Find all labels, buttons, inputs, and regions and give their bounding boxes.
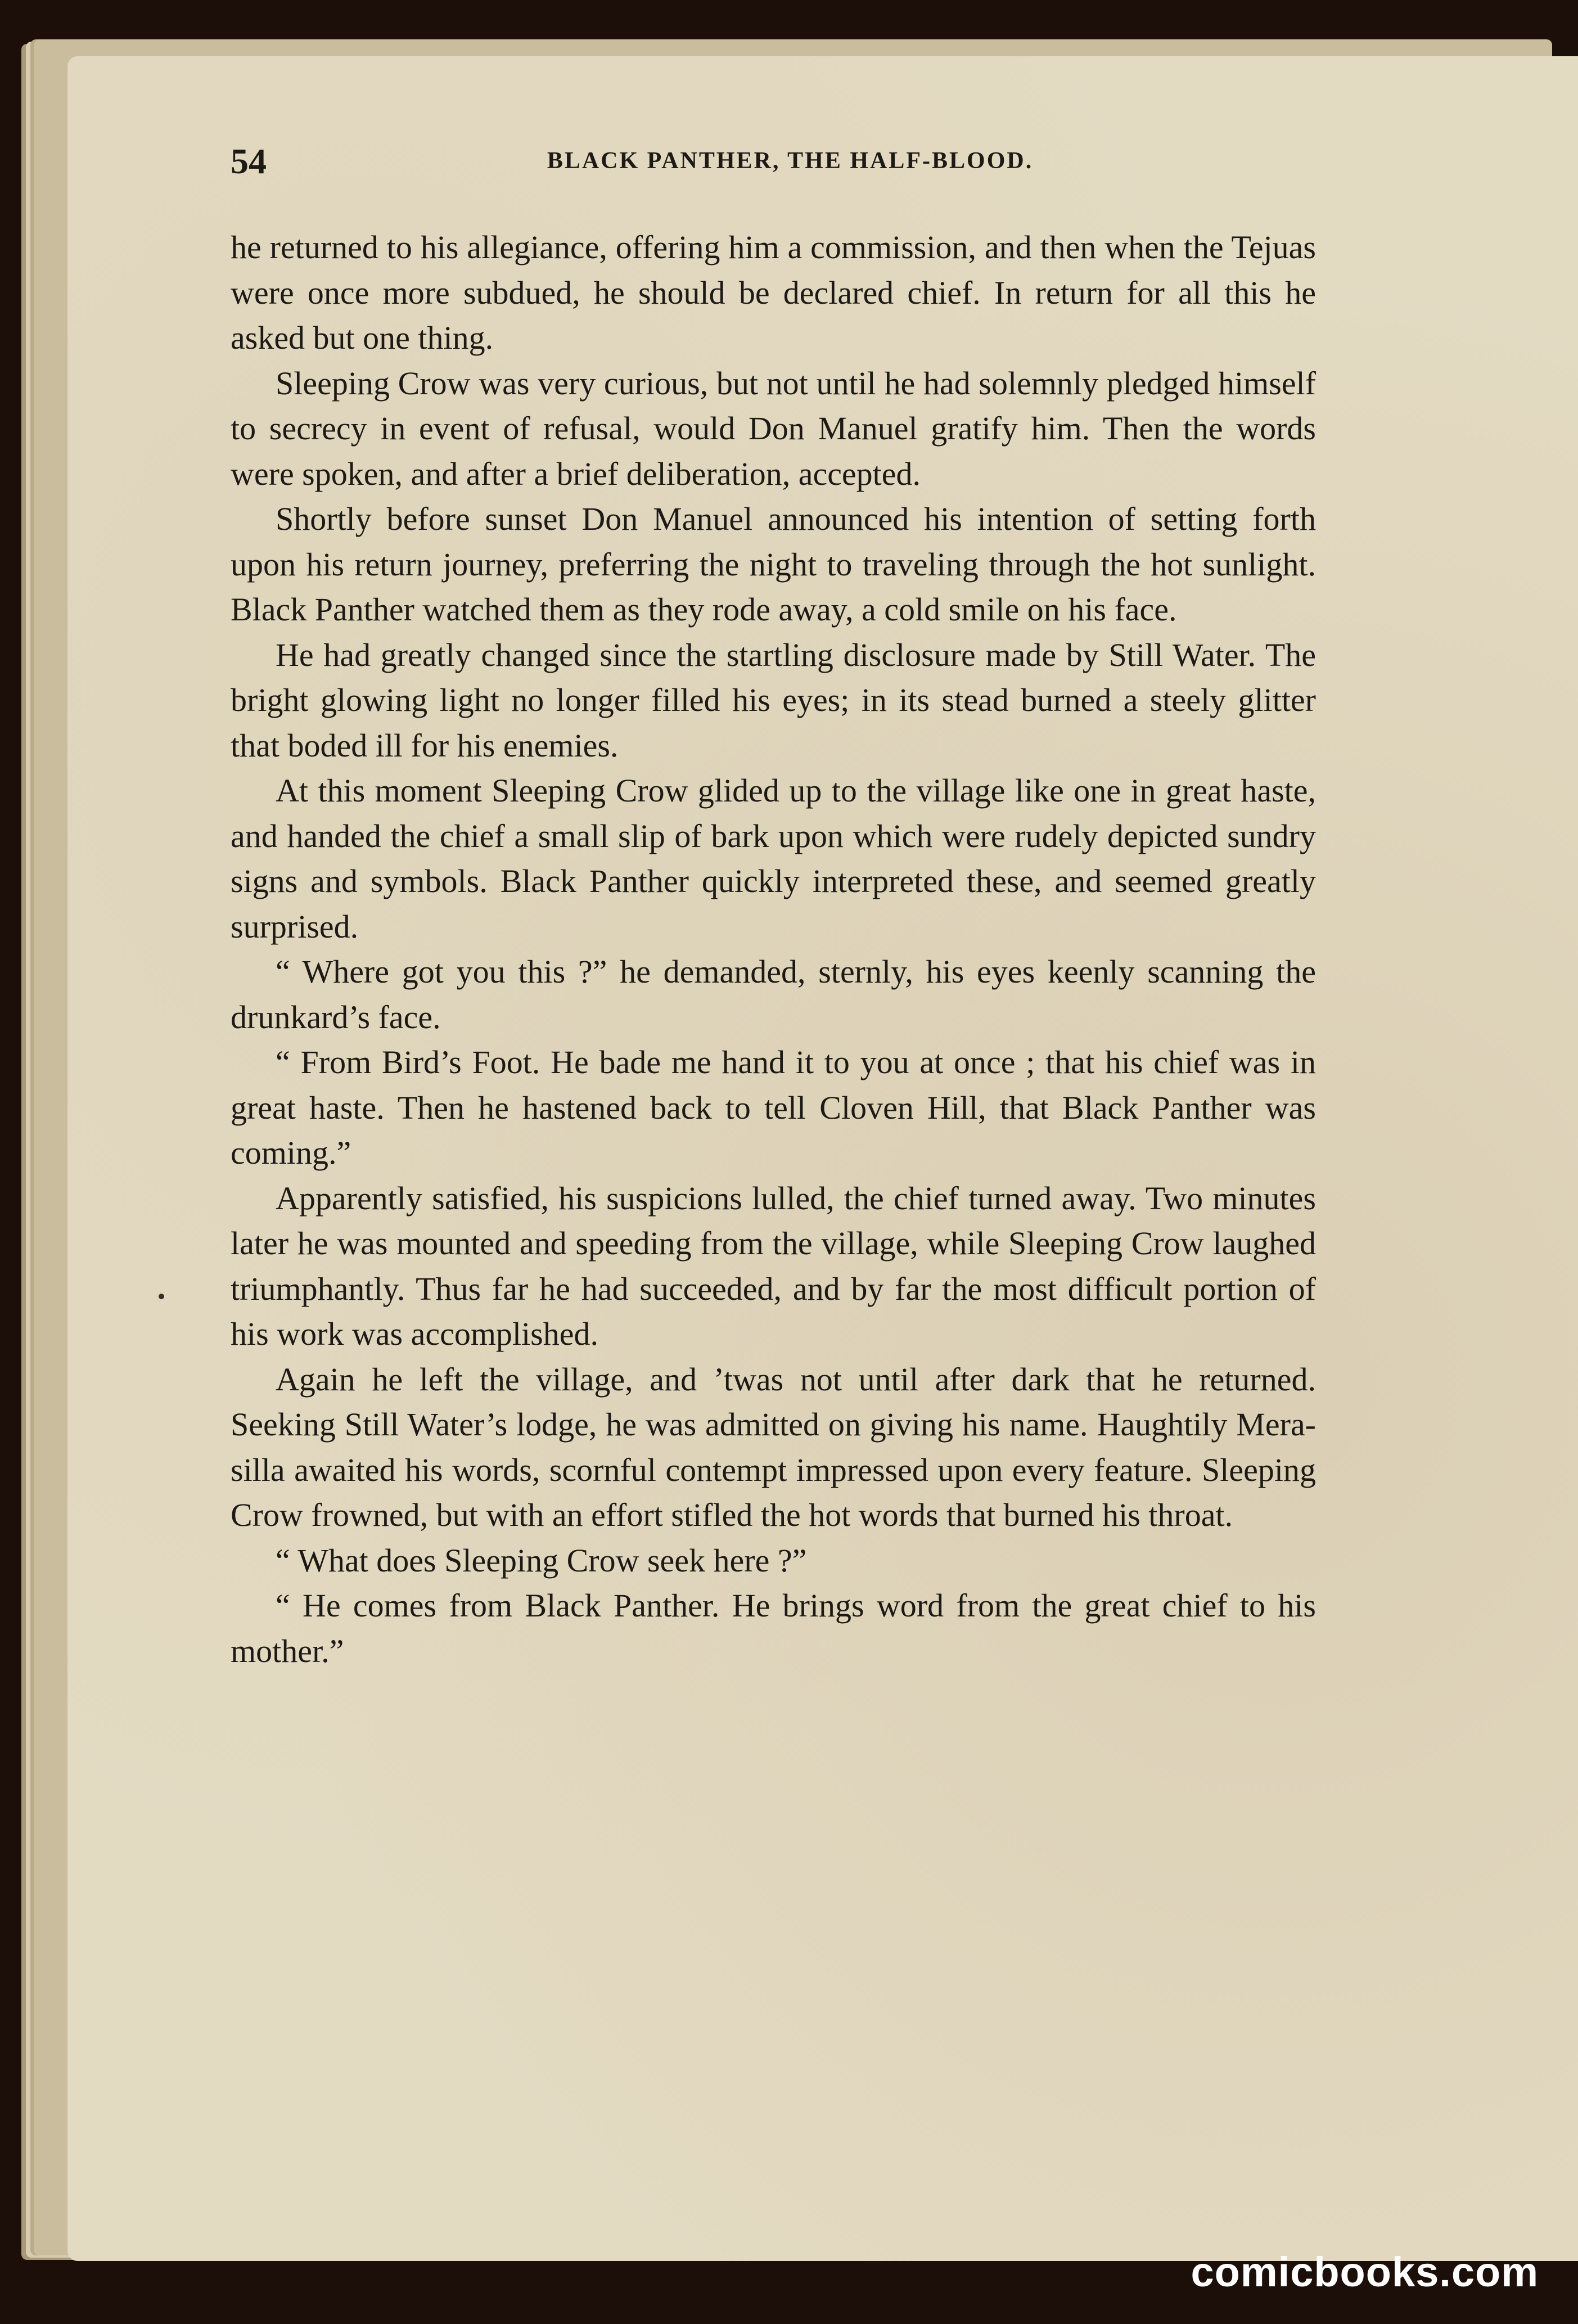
paragraph: Again he left the village, and ’twas not until after dark that he returned. Seeking Still Water’s lodge, he was admitted on giving his name. Haughtily Mera-silla awaited his words, scornful contempt impressed upon every feature. Sleeping Crow frowned, but with an effort stifled the hot words that burned his throat. (231, 1361, 1316, 1533)
watermark: comicbooks.com (1191, 2249, 1539, 2295)
paragraph: he returned to his allegiance, offering him a commission, and then when the Tejuas were once more subdued, he should be declared chief. In return for all this he asked but one thing. (231, 229, 1316, 356)
paragraph: “ What does Sleeping Crow seek here ?” (276, 1542, 807, 1579)
running-title: BLACK PANTHER, THE HALF-BLOOD. (547, 148, 1034, 174)
paragraph: “ From Bird’s Foot. He bade me hand it to you at once ; that his chief was in great haste. Then he hastened back to tell Cloven Hill, that Black Panther was coming.” (231, 1044, 1316, 1171)
body-text (231, 225, 1316, 1674)
ink-speck (159, 1294, 164, 1299)
page-number: 54 (231, 141, 267, 181)
paragraph: Apparently satisfied, his suspicions lulled, the chief turned away. Two minutes later he was mounted and speeding from the village, while Sleeping Crow laughed triumphantly. Thus far he had succeeded, and by far the most difficult portion of his work was accomplished. (231, 1179, 1316, 1352)
paragraph: At this moment Sleeping Crow glided up to the village like one in great haste, and handed the chief a small slip of bark upon which were rudely depicted sundry signs and symbols. Black Panther quickly interpreted these, and seemed greatly surprised. (231, 772, 1316, 945)
page-header (231, 141, 1316, 186)
paragraph: He had greatly changed since the startling disclosure made by Still Water. The bright glowing light no longer filled his eyes; in its stead burned a steely glitter that boded ill for his enemies. (231, 636, 1316, 764)
paragraph: “ Where got you this ?” he demanded, sternly, his eyes keenly scanning the drunkard’s face. (231, 953, 1316, 1035)
paragraph: Sleeping Crow was very curious, but not until he had solemnly pledged himself to secrecy in event of refusal, would Don Manuel gratify him. Then the words were spoken, and after a brief deliberation, accepted. (231, 364, 1316, 492)
paragraph: “ He comes from Black Panther. He brings word from the great chief to his mother.” (231, 1587, 1316, 1669)
paragraph: Shortly before sunset Don Manuel announced his intention of setting forth upon his return journey, preferring the night to traveling through the hot sunlight. Black Panther watched them as they rode away, a cold smile on his face. (231, 501, 1316, 628)
